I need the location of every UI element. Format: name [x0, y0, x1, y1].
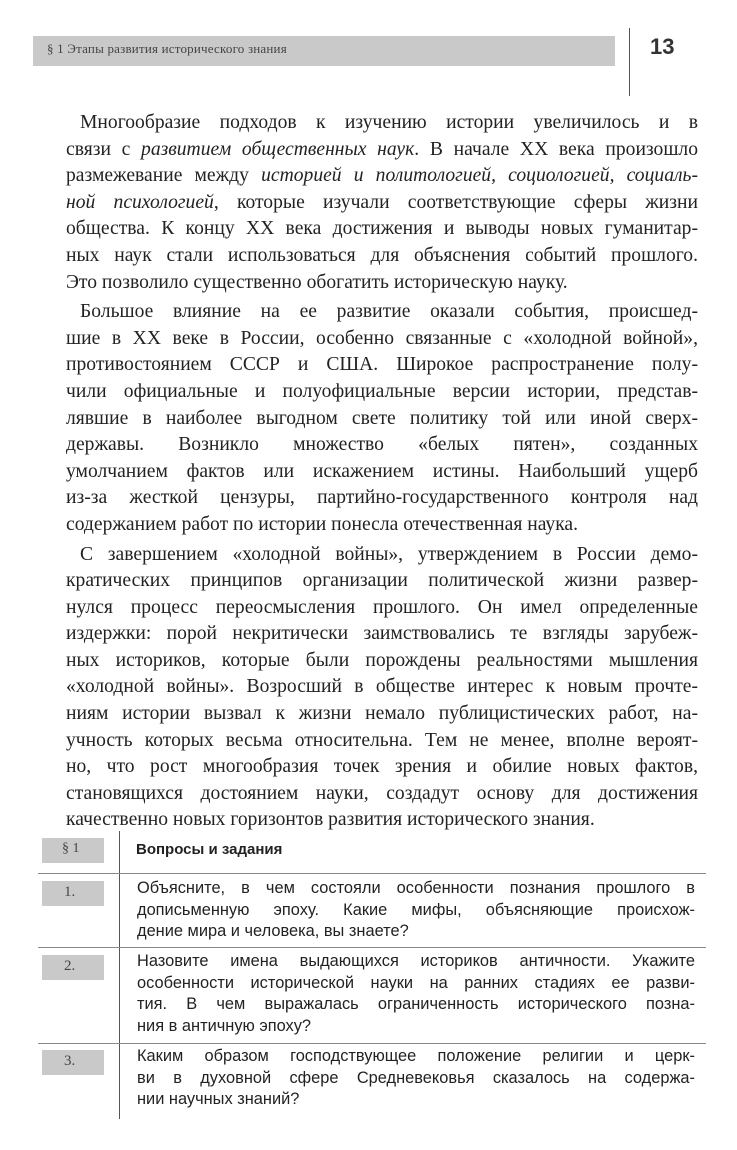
text-run: Большое влияние на ее развитие оказали события, происшед-	[80, 301, 698, 323]
question-line: тия. В чем выражалась ограниченность исторического позна-	[137, 995, 695, 1013]
text-run: . В начале XX века произошло	[414, 138, 699, 160]
text-line	[66, 781, 698, 808]
text-run: связи с	[66, 138, 142, 160]
questions-heading: Вопросы и задания	[136, 841, 283, 858]
text-line	[66, 542, 698, 569]
text-run: размежевание между	[66, 165, 262, 187]
italic-term: историей и политологией, социологией, социаль-	[261, 165, 698, 187]
question-number	[42, 881, 104, 906]
text-run: из-за жесткой цензуры, партийно-государственного контроля над	[66, 487, 698, 509]
text-run: издержки: порой некритически заимствовались те взгляды зарубеж-	[66, 623, 698, 645]
text-line	[66, 270, 698, 297]
text-run: но, что рост многообразия точек зрения и обилие новых фактов,	[66, 756, 698, 778]
text-line	[66, 595, 698, 622]
text-line	[66, 728, 698, 755]
text-line	[66, 137, 698, 164]
text-line	[66, 432, 698, 459]
question-separator	[38, 873, 706, 874]
question-separator	[38, 947, 706, 948]
question-number-text: 2.	[64, 958, 76, 974]
question-line: ния в античную эпоху?	[137, 1016, 312, 1035]
text-run: чили официальные и полуофициальные версии истории, представ-	[66, 380, 698, 402]
text-run: общества. К концу XX века достижения и выводы новых гуманитар-	[66, 218, 698, 240]
text-line	[66, 648, 698, 675]
questions-section-label-text: § 1	[62, 841, 80, 856]
text-line	[66, 674, 698, 701]
text-run: учность которых весьма относительна. Тем не менее, вполне вероят-	[66, 729, 698, 751]
text-run: качественно новых горизонтов развития исторического знания.	[66, 809, 595, 831]
text-run: Это позволило существенно обогатить историческую науку.	[66, 271, 568, 293]
paragraph	[66, 299, 698, 538]
text-line	[66, 326, 698, 353]
paragraph	[66, 110, 698, 296]
question-line: нии научных знаний?	[137, 1090, 300, 1108]
running-header-title: § 1 Этапы развития исторического знания	[47, 41, 287, 56]
text-run: державы. Возникло множество «белых пятен», созданных	[66, 434, 698, 456]
text-run: ных историков, которые были порождены реальностями мышления	[66, 649, 698, 671]
question-text	[137, 878, 695, 943]
paragraph	[66, 542, 698, 835]
text-line	[66, 352, 698, 379]
text-line	[66, 406, 698, 433]
text-run: кратических принципов организации политической жизни развер-	[66, 570, 698, 592]
text-line	[66, 701, 698, 728]
header-divider	[629, 28, 630, 96]
question-number-text: 3.	[64, 1053, 76, 1069]
text-line	[66, 621, 698, 648]
questions-divider	[119, 831, 120, 1119]
page-number: 13	[650, 34, 675, 59]
text-line	[66, 512, 698, 539]
question-line: Каким образом господствующее положение религии и церк-	[137, 1047, 695, 1065]
text-run: содержанием работ по истории понесла отечественная наука.	[66, 513, 579, 535]
text-line	[66, 379, 698, 406]
italic-term: развитием общественных наук	[141, 138, 415, 160]
questions-section-label	[42, 838, 104, 863]
text-line	[66, 299, 698, 326]
question-separator	[38, 1043, 706, 1044]
text-line	[66, 807, 698, 834]
text-run: становящихся достоянием науки, создадут основу для достижения	[66, 782, 698, 804]
text-run: Многообразие подходов к изучению истории увеличилось и в	[80, 112, 698, 133]
italic-term: ной психологией	[66, 191, 214, 213]
text-line	[66, 459, 698, 486]
text-run: С завершением «холодной войны», утверждением в России демо-	[80, 543, 698, 565]
text-run: «холодной войны». Возросший в обществе интерес к новым прочте-	[66, 676, 698, 698]
question-line: Назовите имена выдающихся историков античности. Укажите	[137, 952, 695, 970]
text-run: противостоянием СССР и США. Широкое распространение полу-	[66, 354, 698, 376]
text-run: шие в XX веке в России, особенно связанные с «холодной войной»,	[66, 327, 698, 349]
question-line: дение мира и человека, вы знаете?	[137, 922, 409, 940]
text-run: лявшие в наиболее выгодном свете политику той или иной сверх-	[66, 407, 698, 429]
text-run: , которые изучали соответствующие сферы жизни	[213, 191, 698, 213]
question-text	[137, 1046, 695, 1111]
question-line: ви в духовной сфере Средневековья сказалось на содержа-	[137, 1068, 695, 1087]
text-run: нулся процесс переосмысления прошлого. Он имел определенные	[66, 596, 698, 618]
question-number-text: 1.	[64, 884, 76, 900]
question-number	[42, 1050, 104, 1075]
question-line: дописьменную эпоху. Какие мифы, объясняющие происхож-	[137, 900, 695, 919]
question-line: Объясните, в чем состояли особенности познания прошлого в	[137, 879, 695, 897]
question-number	[42, 955, 104, 980]
text-run: ниям истории вызвал к жизни немало публицистических работ, на-	[66, 703, 698, 725]
body-text	[66, 110, 698, 837]
text-line	[66, 568, 698, 595]
text-line	[66, 216, 698, 243]
text-run: умолчанием фактов или искажением истины. Наибольший ущерб	[66, 460, 698, 482]
text-line	[66, 754, 698, 781]
text-line	[66, 163, 698, 190]
text-run: ных наук стали использоваться для объяснения событий прошлого.	[66, 244, 698, 266]
text-line	[66, 243, 698, 270]
question-line: особенности исторической науки на ранних стадиях ее разви-	[137, 973, 695, 992]
text-line	[66, 110, 698, 137]
text-line	[66, 190, 698, 217]
text-line	[66, 485, 698, 512]
question-text	[137, 951, 695, 1037]
